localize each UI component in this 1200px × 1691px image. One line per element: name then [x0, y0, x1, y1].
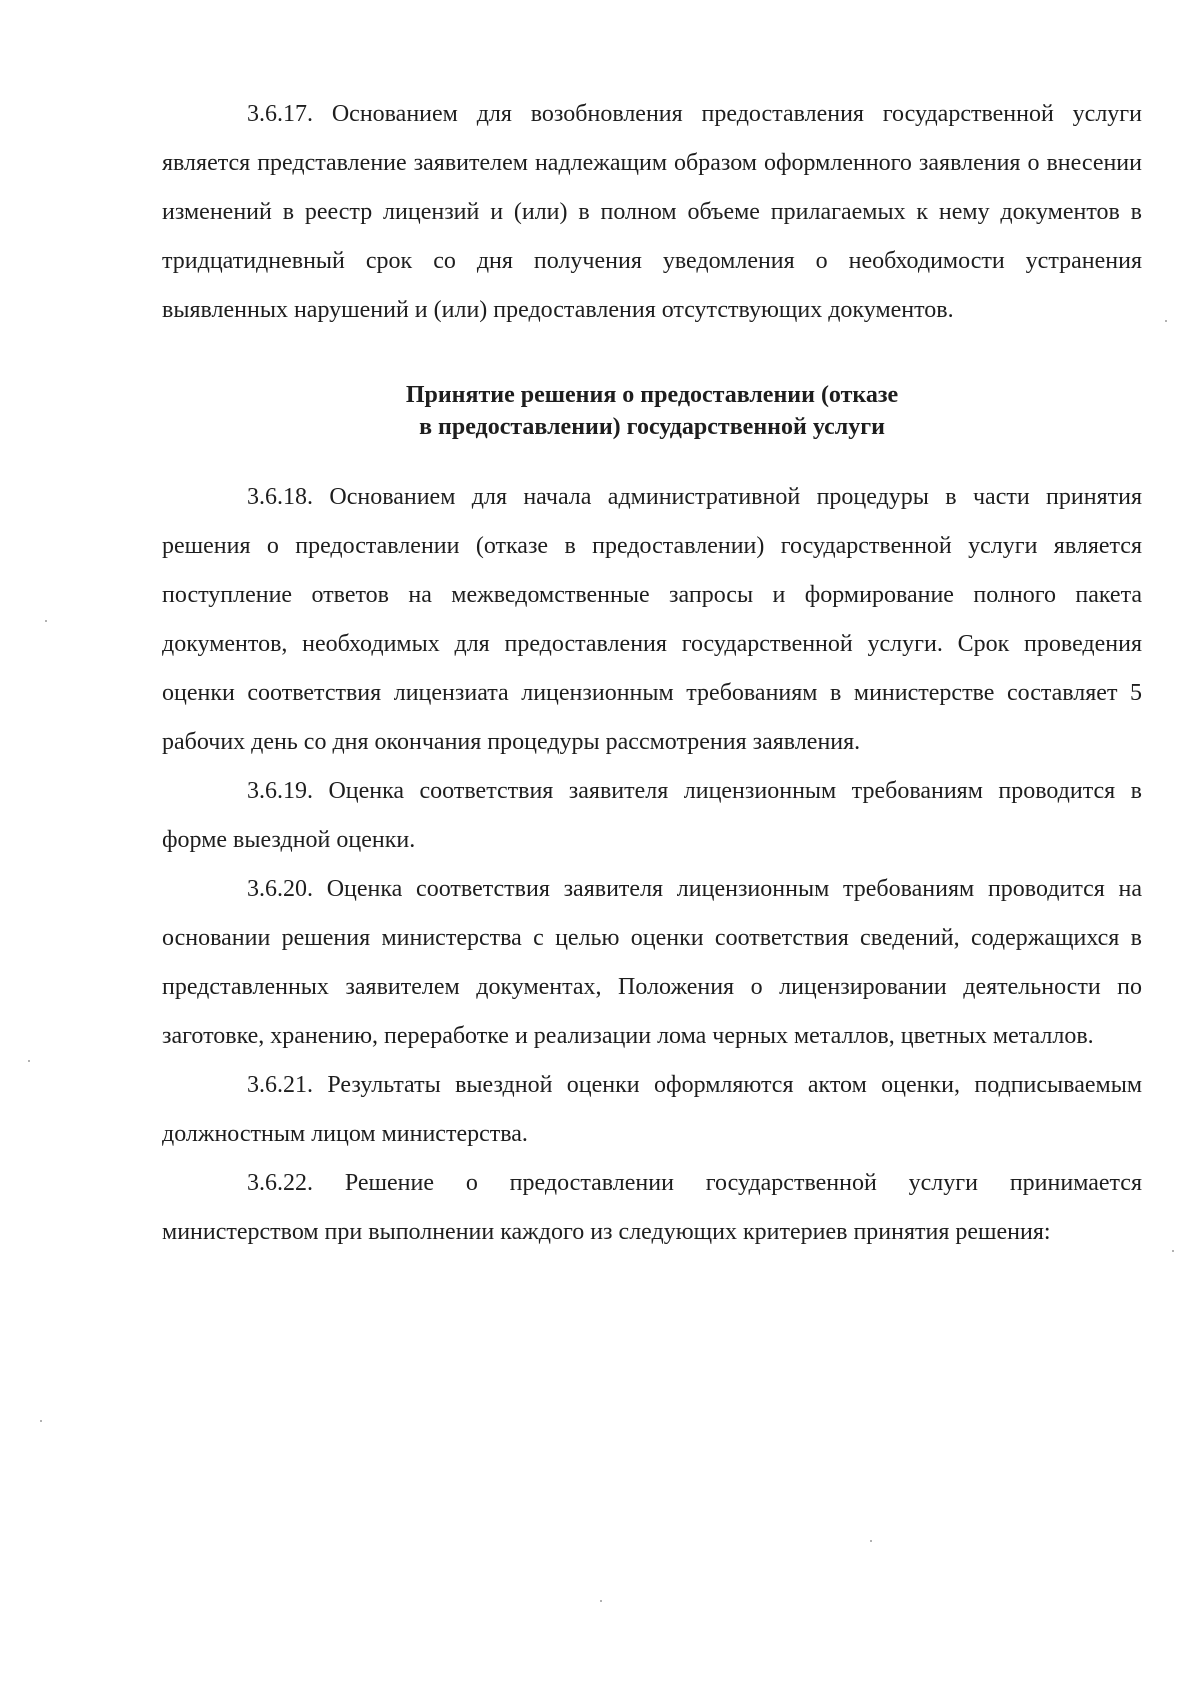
- paragraph-3-6-20: 3.6.20. Оценка соответствия заявителя лицензионным требованиям проводится на основании решения министерства с целью оценки соответствия сведений, содержащихся в представленных заявителем документах, Положения о лицензировании деятельности по заготовке, хранению, переработке и реализации лома черных металлов, цветных металлов.: [162, 876, 1142, 1049]
- document-body: [162, 90, 1142, 1257]
- scan-speck: [1165, 320, 1167, 322]
- scan-speck: [28, 1060, 30, 1062]
- scan-speck: [600, 1600, 602, 1602]
- scan-speck: [870, 1540, 872, 1542]
- paragraph-3-6-17: 3.6.17. Основанием для возобновления предоставления государственной услуги является представление заявителем надлежащим образом оформленного заявления о внесении изменений в реестр лицензий и (или) в полном объеме прилагаемых к нему документов в тридцатидневный срок со дня получения уведомления о необходимости устранения выявленных нарушений и (или) предоставления отсутствующих документов.: [162, 101, 1142, 323]
- scan-speck: [1172, 1250, 1174, 1252]
- section-heading: [162, 379, 1142, 443]
- section-heading-line-1: Принятие решения о предоставлении (отказе: [405, 382, 899, 408]
- paragraph-3-6-19: 3.6.19. Оценка соответствия заявителя лицензионным требованиям проводится в форме выездной оценки.: [162, 778, 1142, 853]
- paragraph-3-6-21: 3.6.21. Результаты выездной оценки оформляются актом оценки, подписываемым должностным лицом министерства.: [162, 1072, 1142, 1147]
- scan-speck: [45, 620, 47, 622]
- paragraph-3-6-18: 3.6.18. Основанием для начала административной процедуры в части принятия решения о предоставлении (отказе в предоставлении) государственной услуги является поступление ответов на межведомственные запросы и формирование полного пакета документов, необходимых для предоставления государственной услуги. Срок проведения оценки соответствия лицензиата лицензионным требованиям в министерстве составляет 5 рабочих день со дня окончания процедуры рассмотрения заявления.: [162, 484, 1142, 755]
- section-heading-line-2: в предоставлении) государственной услуги: [419, 414, 885, 440]
- paragraph-3-6-22: 3.6.22. Решение о предоставлении государственной услуги принимается министерством при выполнении каждого из следующих критериев принятия решения:: [162, 1170, 1142, 1245]
- scan-speck: [40, 1420, 42, 1422]
